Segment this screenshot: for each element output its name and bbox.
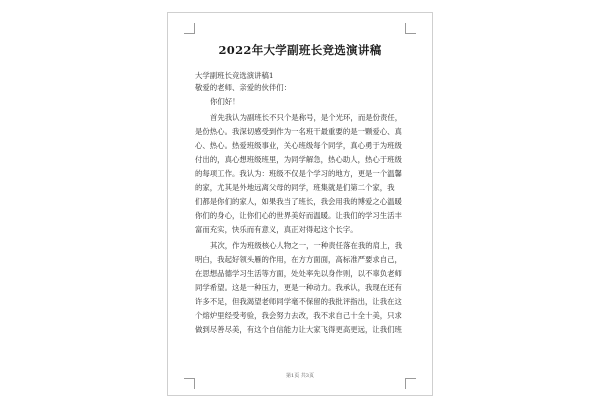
body-line: 其次，作为班级核心人物之一，一种责任落在我的肩上，我 [210, 241, 403, 250]
body-line: 在思想品德学习生活等方面，处处率先以身作则，以不辜负老师 [195, 269, 402, 278]
body-line: 富而充实，快乐而有意义，真正对得起这个长字。 [195, 225, 358, 234]
subtitle-line: 大学副班长竞选演讲稿1 [195, 71, 274, 80]
body-line: 付出的，真心想班级班里，为同学解急，热心助人，热心于班级 [195, 155, 402, 164]
body-line: 的家，尤其是外地远离父母的同学，班集就是们第二个家，我 [195, 183, 395, 192]
body-line: 心、热心。热爱班级事业，关心班级每个同学，真心勇于为班级 [195, 141, 402, 150]
body-line: 们都是你们的家人，如果我当了班长，我会用我的博爱之心温暖 [195, 197, 402, 206]
crop-mark-top-right [405, 23, 416, 34]
body-line: 是份热心。我深切感受到作为一名班干最重要的是一颗爱心、真 [195, 127, 402, 136]
crop-mark-bottom-left [184, 378, 195, 389]
body-line: 的每项工作。我认为：班级不仅是个学习的地方，更是一个温馨 [195, 169, 402, 178]
crop-mark-bottom-right [405, 378, 416, 389]
body-line: 你们的身心，让你们心的世界美好而温暖。让我们的学习生活丰 [195, 211, 402, 220]
crop-mark-top-left [184, 23, 195, 34]
document-title: 2022年大学副班长竞选演讲稿 [218, 43, 382, 57]
greeting-line: 你们好！ [210, 97, 240, 106]
body-line: 许多不足，但我渴望老师同学毫不保留的我批评指出，让我在这 [195, 297, 402, 306]
body-line: 个熔炉里经受考验，我会努力去改，我不求自己十全十美，只求 [195, 311, 402, 320]
body-line: 做到尽善尽美，有这个自信能力让大家飞得更高更远，让我们班 [195, 325, 402, 334]
body-line: 首先我认为副班长不只个是称号，是个光环，而是份责任， [210, 113, 403, 122]
body-line: 明白，我起好领头雁的作用，在方方面面，高标准严要求自己， [195, 255, 402, 264]
body-line: 同学希望。这是一种压力，更是一种动力。我承认，我现在还有 [195, 283, 402, 292]
salutation-line: 敬爱的老师、亲爱的伙伴们： [195, 83, 292, 92]
page-footer: 第1页 共3页 [286, 373, 314, 379]
